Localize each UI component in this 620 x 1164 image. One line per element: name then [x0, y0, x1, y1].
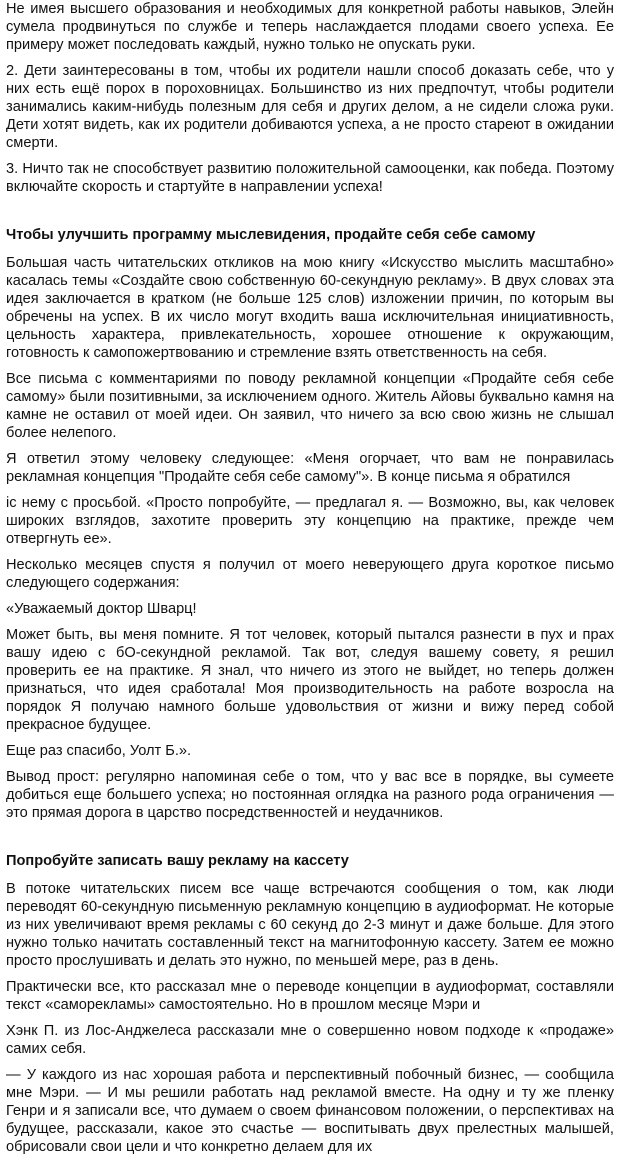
paragraph: — У каждого из нас хорошая работа и перспективный побочный бизнес, — сообщила мне Мэри. — И мы решили работать над рекламой вместе. На одну и ту же пленку Генри и я записали все, что думаем о своем финансовом положении, о перспективах на будущее, рассказали, какое это счастье — воспитывать двух прелестных малышей, обрисовали свои цели и что конкретно делаем для их	[6, 1067, 614, 1155]
paragraph: Несколько месяцев спустя я получил от моего неверующего друга короткое письмо следующего содержания:	[6, 557, 614, 591]
document-page	[6, 0, 614, 1164]
paragraph: Вывод прост: регулярно напоминая себе о том, что у вас все в порядке, вы сумеете добиться еще большего успеха; но постоянная оглядка на разного рода ограничения — это прямая дорога в царство посредственностей и неудачников.	[6, 769, 614, 821]
section-heading: Чтобы улучшить программу мыслевидения, продайте себя себе самому	[6, 227, 536, 243]
paragraph: В потоке читательских писем все чаще встречаются сообщения о том, как люди переводят 60-секундную письменную рекламную концепцию в аудиоформат. Не которые из них увеличивают время рекламы с 60 секунд до 2-3 минут и даже больше. Для этого нужно только начитать составленный текст на магнитофонную кассету. Затем ее можно просто прослушивать и делать это нужно, по меньшей мере, раз в день.	[6, 881, 614, 969]
paragraph: Большая часть читательских откликов на мою книгу «Искусство мыслить масштабно» касалась темы «Создайте свою собственную 60-секундную рекламу». В двух словах эта идея заключается в кратком (не больше 125 слов) изложении причин, по которым вы обречены на успех. В их число могут входить ваша исключительная инициативность, цельность характера, привлекательность, хорошее отношение к окружающим, готовность к самопожертвованию и стремление взять ответственность на себя.	[6, 255, 614, 361]
paragraph: Я ответил этому человеку следующее: «Меня огорчает, что вам не понравилась рекламная концепция "Продайте себя себе самому"». В конце письма я обратился	[6, 451, 614, 485]
letter-salutation: «Уважаемый доктор Шварц!	[6, 601, 197, 617]
letter-body: Может быть, вы меня помните. Я тот человек, который пытался разнести в пух и прах вашу идею с бО-секундной рекламой. Так вот, следуя вашему совету, я решил проверить ее на практике. Я знал, что ничего из этого не выйдет, но теперь должен признаться, что идея сработала! Моя производительность на работе возросла на порядок Я получаю намного больше удовольствия от жизни и вижу перед собой прекрасное будущее.	[6, 627, 614, 733]
paragraph: Все письма с комментариями по поводу рекламной концепции «Продайте себя себе самому» были позитивными, за исключением одного. Житель Айовы буквально камня на камне не оставил от моей идеи. Он заявил, что ничего за всю свою жизнь не слышал более нелепого.	[6, 371, 615, 441]
paragraph: Практически все, кто рассказал мне о переводе концепции в аудиоформат, составляли текст «саморекламы» самостоятельно. Но в прошлом месяце Мэри и	[6, 979, 614, 1013]
paragraph: Хэнк П. из Лос-Анджелеса рассказали мне о совершенно новом подходе к «продаже» самих себя.	[6, 1023, 614, 1057]
paragraph: іс нему с просьбой. «Просто попробуйте, — предлагал я. — Возможно, вы, как человек широких взглядов, захотите проверить эту концепцию на практике, прежде чем отвергнуть ее».	[6, 495, 614, 547]
paragraph: Не имея высшего образования и необходимых для конкретной работы навыков, Элейн сумела продвинуться по службе и теперь наслаждается плодами своего успеха. Ее примеру может последовать каждый, нужно только не опускать руки.	[6, 1, 614, 53]
letter-signature: Еще раз спасибо, Уолт Б.».	[6, 743, 192, 759]
paragraph: 3. Ничто так не способствует развитию положительной самооценки, как победа. Поэтому включайте скорость и стартуйте в направлении успеха!	[6, 161, 614, 195]
section-heading: Попробуйте записать вашу рекламу на кассету	[6, 853, 349, 869]
paragraph: 2. Дети заинтересованы в том, чтобы их родители нашли способ доказать себе, что у них есть ещё порох в пороховницах. Большинство из них предпочтут, чтобы родители занимались каким-нибудь полезным для себя и других делом, а не сидели сложа руки. Дети хотят видеть, как их родители добиваются успеха, а не просто стареют в ожидании смерти.	[6, 63, 614, 151]
